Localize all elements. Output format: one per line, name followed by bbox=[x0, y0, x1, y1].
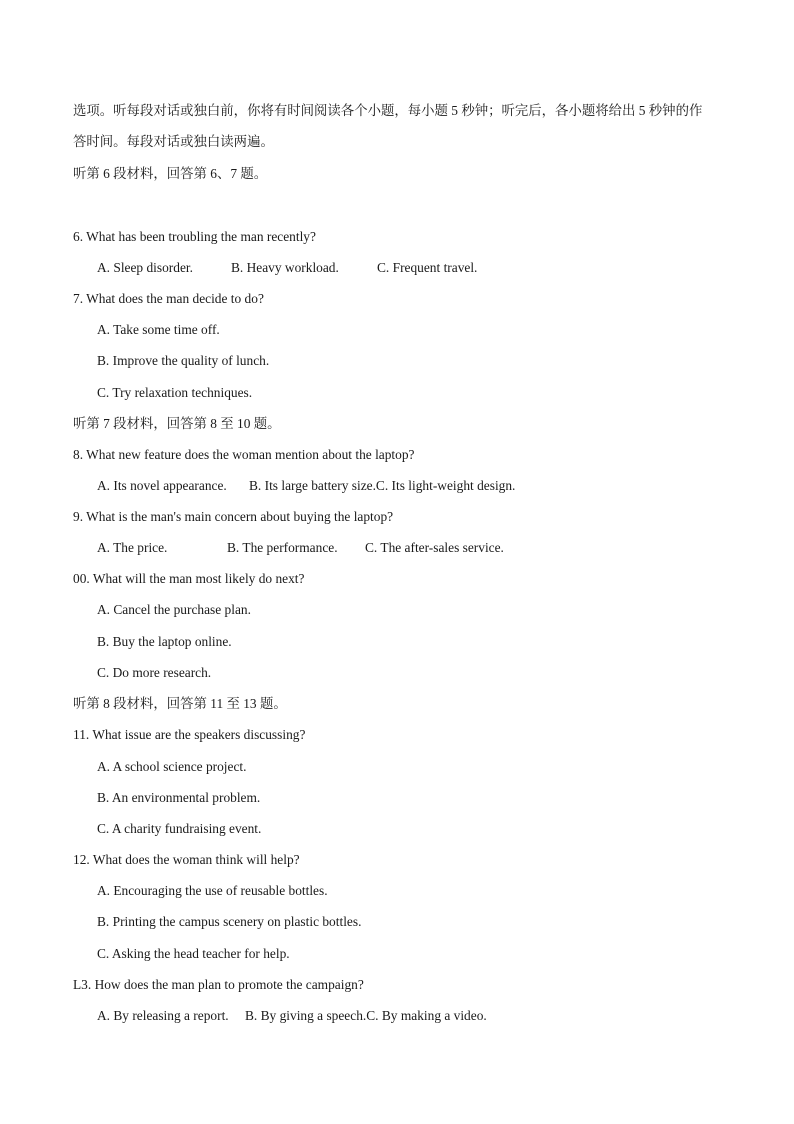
q11-option-b: B. An environmental problem. bbox=[97, 790, 261, 805]
instructions-line-2: 答时间。每段对话或独白读两遍。 bbox=[73, 134, 274, 149]
question-9: 9. What is the man's main concern about buying the laptop? bbox=[73, 509, 394, 524]
q12-option-b: B. Printing the campus scenery on plastic bottles. bbox=[97, 914, 362, 929]
q7-option-b: B. Improve the quality of lunch. bbox=[97, 353, 270, 368]
question-12: 12. What does the woman think will help? bbox=[73, 852, 300, 867]
q9-option-b: B. The performance. bbox=[227, 540, 338, 555]
q12-option-c: C. Asking the head teacher for help. bbox=[97, 946, 290, 961]
question-10: 00. What will the man most likely do next? bbox=[73, 571, 305, 586]
q10-option-c: C. Do more research. bbox=[97, 665, 212, 680]
question-8: 8. What new feature does the woman mention about the laptop? bbox=[73, 447, 415, 462]
section-7-header: 听第 7 段材料，回答第 8 至 10 题。 bbox=[73, 416, 281, 431]
q6-option-b: B. Heavy workload. bbox=[231, 260, 339, 275]
question-9-options bbox=[97, 540, 504, 556]
q7-option-c: C. Try relaxation techniques. bbox=[97, 385, 253, 400]
q13-option-bc: B. By giving a speech.C. By making a video. bbox=[245, 1008, 487, 1023]
q9-option-a: A. The price. bbox=[97, 540, 168, 555]
q8-option-bc: B. Its large battery size.C. Its light-weight design. bbox=[249, 478, 516, 493]
question-13: L3. How does the man plan to promote the campaign? bbox=[73, 977, 364, 992]
question-6: 6. What has been troubling the man recently? bbox=[73, 229, 316, 244]
q8-option-a: A. Its novel appearance. bbox=[97, 478, 227, 493]
q12-option-a: A. Encouraging the use of reusable bottles. bbox=[97, 883, 328, 898]
q6-option-c: C. Frequent travel. bbox=[377, 260, 478, 275]
question-11: 11. What issue are the speakers discussing? bbox=[73, 727, 306, 742]
q13-option-a: A. By releasing a report. bbox=[97, 1008, 229, 1023]
question-13-options bbox=[97, 1008, 487, 1024]
section-8-header: 听第 8 段材料，回答第 11 至 13 题。 bbox=[73, 696, 287, 711]
q7-option-a: A. Take some time off. bbox=[97, 322, 220, 337]
q10-option-b: B. Buy the laptop online. bbox=[97, 634, 232, 649]
question-8-options bbox=[97, 478, 515, 494]
q11-option-a: A. A school science project. bbox=[97, 759, 247, 774]
q11-option-c: C. A charity fundraising event. bbox=[97, 821, 262, 836]
question-6-options bbox=[97, 260, 477, 276]
question-7: 7. What does the man decide to do? bbox=[73, 291, 264, 306]
q10-option-a: A. Cancel the purchase plan. bbox=[97, 602, 251, 617]
q9-option-c: C. The after-sales service. bbox=[365, 540, 504, 555]
instructions-line-1: 选项。听每段对话或独白前，你将有时间阅读各个小题，每小题 5 秒钟；听完后，各小题将给出 5 秒钟的作 bbox=[73, 103, 703, 118]
section-6-header: 听第 6 段材料，回答第 6、7 题。 bbox=[73, 166, 268, 181]
q6-option-a: A. Sleep disorder. bbox=[97, 260, 193, 275]
